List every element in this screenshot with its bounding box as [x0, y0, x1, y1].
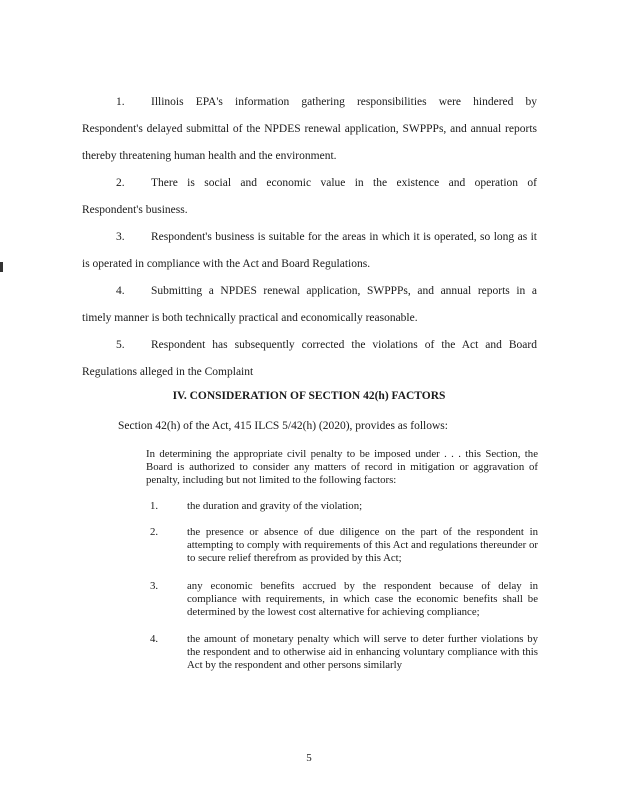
section-intro: Section 42(h) of the Act, 415 ILCS 5/42(h) (2020), provides as follows:	[118, 420, 448, 432]
factor-4-text: the amount of monetary penalty which will serve to deter further violations by the respondent and to otherwise aid in enhancing voluntary compliance with this Act by the respondent and other persons similarly	[187, 633, 538, 671]
paragraph-3-line-2: is operated in compliance with the Act and Board Regulations.	[82, 258, 371, 270]
paragraph-5-line-2: Regulations alleged in the Complaint	[82, 366, 254, 378]
paragraph-2-number: 2.	[116, 177, 125, 189]
paragraph-2-line-1: 2. There is social and economic value in the existence and operation of	[116, 177, 537, 189]
paragraph-4-line-1: 4. Submitting a NPDES renewal application, SWPPPs, and annual reports in a	[116, 285, 537, 297]
factor-3-number: 3.	[150, 580, 159, 592]
factor-3-text: any economic benefits accrued by the respondent because of delay in compliance with requirements, in which case the economic benefits shall be determined by the lowest cost alternative for achieving compliance;	[187, 580, 538, 618]
paragraph-5-line-1: 5. Respondent has subsequently corrected the violations of the Act and Board	[116, 339, 537, 351]
block-quote-intro: In determining the appropriate civil penalty to be imposed under . . . this Section, the Board is authorized to consider any matters of record in mitigation or aggravation of penalty, including but not limited to the following factors:	[146, 448, 538, 486]
paragraph-1-line-1: 1. Illinois EPA's information gathering responsibilities were hindered by	[116, 96, 537, 108]
factor-4-number: 4.	[150, 633, 159, 645]
page-number: 5	[306, 752, 312, 764]
section-heading: IV. CONSIDERATION OF SECTION 42(h) FACTORS	[172, 390, 446, 402]
factor-1-text: the duration and gravity of the violation;	[187, 500, 363, 512]
paragraph-1-line-3: thereby threatening human health and the environment.	[82, 150, 337, 162]
paragraph-5-number: 5.	[116, 339, 125, 351]
paragraph-1-number: 1.	[116, 96, 125, 108]
paragraph-4-line-2: timely manner is both technically practical and economically reasonable.	[82, 312, 418, 324]
scan-margin-mark	[0, 262, 3, 272]
factor-2-text: the presence or absence of due diligence on the part of the respondent in attempting to comply with requirements of this Act and regulations thereunder or to secure relief therefrom as provided by this Act;	[187, 526, 538, 564]
factor-1-number: 1.	[150, 500, 159, 512]
paragraph-3-line-1: 3. Respondent's business is suitable for the areas in which it is operated, so long as it	[116, 231, 537, 243]
paragraph-4-number: 4.	[116, 285, 125, 297]
paragraph-2-line-2: Respondent's business.	[82, 204, 188, 216]
paragraph-1-line-2: Respondent's delayed submittal of the NPDES renewal application, SWPPPs, and annual reports	[82, 123, 537, 135]
paragraph-3-number: 3.	[116, 231, 125, 243]
factor-2-number: 2.	[150, 526, 159, 538]
